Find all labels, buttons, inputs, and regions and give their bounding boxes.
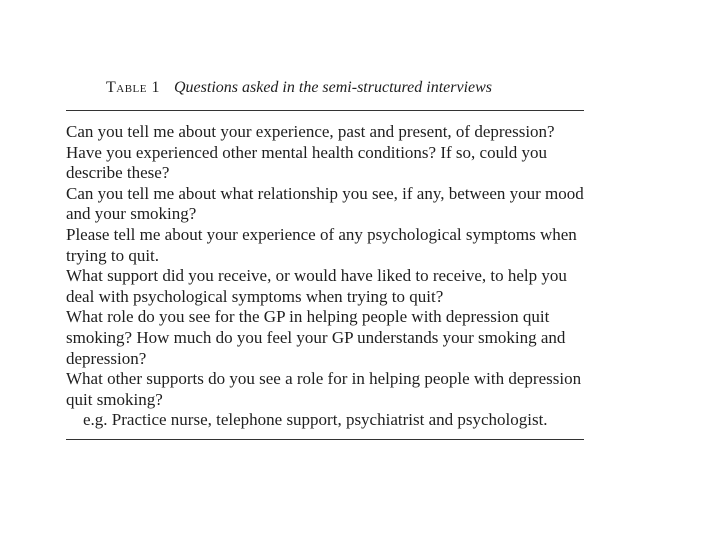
question-5: What support did you receive, or would have liked to receive, to help you deal with psychological symptoms when trying to quit? <box>66 266 567 306</box>
questions-list <box>66 111 584 439</box>
table-label: Table 1 <box>106 79 160 96</box>
question-2: Have you experienced other mental health conditions? If so, could you describe these? <box>66 142 548 183</box>
question-6: What role do you see for the GP in helping people with depression quit smoking? How much do you feel your GP understands your smoking and depression? <box>66 307 566 368</box>
question-7-example: e.g. Practice nurse, telephone support, psychiatrist and psychologist. <box>83 410 548 430</box>
question-1: Can you tell me about your experience, past and present, of depression? <box>66 122 555 141</box>
table-caption <box>66 74 584 102</box>
table-title: Questions asked in the semi-structured interviews <box>174 79 493 96</box>
bottom-rule <box>66 439 584 440</box>
question-3: Can you tell me about what relationship you see, if any, between your mood and your smoking? <box>66 183 584 224</box>
question-4: Please tell me about your experience of any psychological symptoms when trying to quit. <box>66 224 577 265</box>
question-7: What other supports do you see a role for in helping people with depression quit smoking? <box>66 369 582 409</box>
questions-table <box>66 74 584 440</box>
